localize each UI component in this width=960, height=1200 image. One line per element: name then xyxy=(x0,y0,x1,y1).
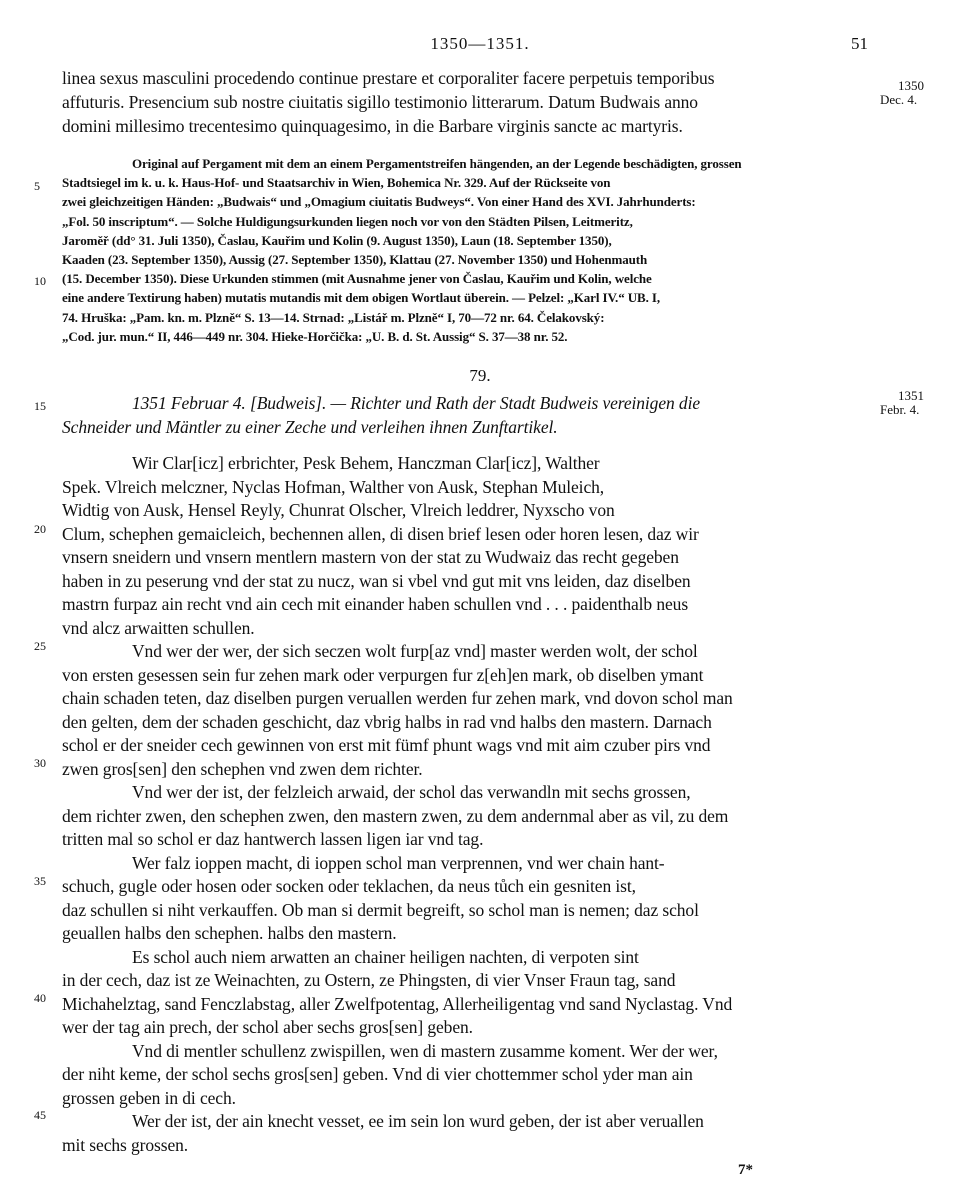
text-line: Vnd wer der wer, der sich seczen wolt furp[az vnd] master werden wolt, der schol xyxy=(132,641,698,661)
line-number: 10 xyxy=(34,274,46,288)
text-line: mastrn furpaz ain recht vnd ain cech mit einander haben schullen vnd . . . paidenthalb neus xyxy=(62,594,689,614)
footnote-line: Kaaden (23. September 1350), Aussig (27. September 1350), Klattau (27. November 1350) und Hohenmauth xyxy=(62,252,648,268)
text-line: daz schullen si niht verkauffen. Ob man si dermit begreift, so schol man is nemen; daz schol xyxy=(62,899,699,920)
line-number: 5 xyxy=(34,179,40,193)
margin-year: 1350 xyxy=(898,78,924,93)
closing-paragraph xyxy=(62,66,872,138)
text-line: Michahelztag, sand Fenczlabstag, aller Zwelfpotentag, Allerheiligentag vnd sand Nyclastag. Vnd xyxy=(62,993,733,1014)
footnote-line: (15. December 1350). Diese Urkunden stimmen (mit Ausnahme jener von Časlau, Kauřim und Kolin, welche xyxy=(62,271,652,287)
text-line: Spek. Vlreich melczner, Nyclas Hofman, Walther von Ausk, Stephan Muleich, xyxy=(62,476,605,497)
text-line: Vnd di mentler schullenz zwispillen, wen di mastern zusamme koment. Wer der wer, xyxy=(132,1040,718,1061)
footnote-line: eine andere Textirung haben) mutatis mutandis mit dem obigen Wortlaut überein. — Pelzel: „Karl IV.“ UB. I, xyxy=(62,290,661,306)
text-line: linea sexus masculini procedendo continue prestare et corporaliter facere perpetuis temporibus xyxy=(62,68,715,88)
margin-date-1350 xyxy=(880,79,924,107)
margin-date: Dec. 4. xyxy=(880,92,918,107)
text-line: vnd alcz arwaitten schullen. xyxy=(62,617,255,638)
line-number: 15 xyxy=(34,399,46,413)
text-line: tritten mal so schol er daz hantwerch lassen ligen iar vnd tag. xyxy=(62,829,484,849)
text-line: affuturis. Presencium sub nostre ciuitatis sigillo testimonio litterarum. Datum Budwais anno xyxy=(62,92,698,112)
line-number: 45 xyxy=(34,1108,46,1122)
text-line: Widtig von Ausk, Hensel Reyly, Chunrat Olscher, Vlreich leddrer, Nyxscho von xyxy=(62,500,615,520)
text-line: schuch, gugle oder hosen oder socken oder teklachen, da neus tůch ein gesniten ist, xyxy=(62,876,636,896)
text-line: schol er der sneider cech gewinnen von erst mit fümf phunt wags vnd mit aim czuber pirs vnd xyxy=(62,735,711,755)
footnote-line: Original auf Pergament mit dem an einem Pergamentstreifen hängenden, an der Legende beschädigten, grossen xyxy=(132,156,742,171)
margin-date-1351 xyxy=(880,389,924,417)
text-line: domini millesimo trecentesimo quinquagesimo, in die Barbare virginis sancte ac martyris. xyxy=(62,116,683,136)
text-line: Wer falz ioppen macht, di ioppen schol man verprennen, vnd wer chain hant- xyxy=(132,852,665,873)
text-line: dem richter zwen, den schephen zwen, den mastern zwen, zu dem andernmal aber as vil, zu dem xyxy=(62,805,729,826)
line-number: 30 xyxy=(34,756,46,770)
regest-line: Schneider und Mäntler zu einer Zeche und verleihen ihnen Zunftartikel. xyxy=(62,417,558,437)
regest-line: 1351 Februar 4. [Budweis]. — Richter und Rath der Stadt Budweis vereinigen die xyxy=(132,393,701,413)
footnote-line: „Fol. 50 inscriptum“. — Solche Huldigungsurkunden liegen noch vor von den Städten Pilsen, Leitmeritz, xyxy=(62,213,633,229)
text-line: den gelten, dem der schaden geschicht, daz vbrig halbs in rad vnd halbs den mastern. Darnach xyxy=(62,711,712,732)
text-line: Es schol auch niem arwatten an chainer heiligen nachten, di verpoten sint xyxy=(132,946,639,967)
running-header-years: 1350—1351. xyxy=(430,34,530,53)
regest xyxy=(62,391,872,439)
text-line: zwen gros[sen] den schephen vnd zwen dem richter. xyxy=(62,758,423,779)
text-line: chain schaden teten, daz diselben purgen veruallen werden fur zehen mark, vnd dovon schol man xyxy=(62,688,733,708)
line-number: 20 xyxy=(34,522,46,536)
line-number: 40 xyxy=(34,991,46,1005)
text-line: von ersten gesessen sein fur zehen mark oder verpurgen fur z[eh]en mark, ob diselben ymant xyxy=(62,664,704,685)
text-line: wer der tag ain prech, der schol aber sechs gros[sen] geben. xyxy=(62,1017,473,1037)
footnote-line: 74. Hruška: „Pam. kn. m. Plzně“ S. 13—14. Strnad: „Listář m. Plzně“ I, 70—72 nr. 64. Čelakovský: xyxy=(62,309,605,325)
text-line: in der cech, daz ist ze Weinachten, zu Ostern, ze Phingsten, di vier Vnser Fraun tag, sand xyxy=(62,970,676,990)
text-line: vnsern sneidern und vnsern mentlern mastern von der stat zu Wudwaiz das recht gegeben xyxy=(62,547,679,567)
footnote-line: „Cod. jur. mun.“ II, 446—449 nr. 304. Hieke-Horčička: „U. B. d. St. Aussig“ S. 37—38 nr. 52. xyxy=(62,328,568,344)
footnote-line: Jaroměř (dd° 31. Juli 1350), Časlau, Kauřim und Kolin (9. August 1350), Laun (18. September 1350), xyxy=(62,232,612,248)
margin-date: Febr. 4. xyxy=(880,402,920,417)
text-line: Vnd wer der ist, der felzleich arwaid, der schol das verwandln mit sechs grossen, xyxy=(132,782,691,802)
footnote-line: Stadtsiegel im k. u. k. Haus-Hof- und Staatsarchiv in Wien, Bohemica Nr. 329. Auf der Rückseite von xyxy=(62,175,611,191)
signature-mark: 7* xyxy=(738,1162,753,1178)
text-line: geuallen halbs den schephen. halbs den mastern. xyxy=(62,923,397,943)
margin-year: 1351 xyxy=(898,388,924,403)
source-footnote xyxy=(62,154,872,346)
document-number: 79. xyxy=(469,366,491,385)
charter-text xyxy=(62,452,872,1157)
line-number: 35 xyxy=(34,874,46,888)
footnote-line: zwei gleichzeitigen Händen: „Budwais“ und „Omagium ciuitatis Budweys“. Von einer Hand des XVI. Jahrhunderts: xyxy=(62,194,696,210)
text-line: der niht keme, der schol sechs gros[sen] geben. Vnd di vier chottemmer schol yder man ain xyxy=(62,1064,693,1084)
page-number: 51 xyxy=(851,34,868,53)
text-line: Wer der ist, der ain knecht vesset, ee im sein lon wurd geben, der ist aber veruallen xyxy=(132,1111,704,1131)
text-line: Clum, schephen gemaicleich, bechennen allen, di disen brief lesen oder horen lesen, daz wir xyxy=(62,523,699,544)
text-line: Wir Clar[icz] erbrichter, Pesk Behem, Hanczman Clar[icz], Walther xyxy=(132,453,600,473)
text-line: mit sechs grossen. xyxy=(62,1134,189,1155)
text-line: haben in zu peserung vnd der stat zu nucz, wan si vbel vnd gut mit vns leiden, daz diselben xyxy=(62,570,691,591)
text-line: grossen geben in di cech. xyxy=(62,1087,236,1108)
line-number: 25 xyxy=(34,639,46,653)
